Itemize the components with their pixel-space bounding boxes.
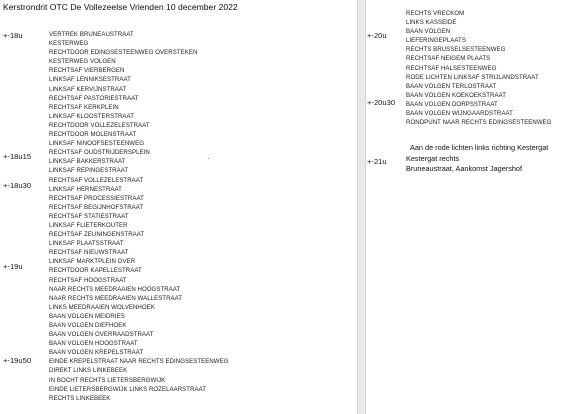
time-label: +-18u30 <box>3 181 32 190</box>
note-line: Bruneaustraat, Aankomst Jagershof <box>406 164 523 173</box>
direction-line: BAAN VOLGEN DORPSSTRAAT <box>406 100 498 108</box>
arrival-notes <box>406 143 548 175</box>
note-line: Kestergat rechts <box>406 153 460 163</box>
direction-line: RONDPUNT NAAR RECHTS EDINGSESTEENWEG <box>406 119 552 127</box>
direction-line: BAAN VOLGEN KREPELSTRAAT <box>49 349 144 357</box>
direction-line: LINKSAF NINOOFSESTEENWEG <box>49 140 144 148</box>
document-title: Kerstrondrit OTC De Vollezeelse Vrienden 10 december 2022 <box>3 2 238 12</box>
direction-line: BAAN VOLGEN WIJNGAARDSTRAAT <box>406 110 513 118</box>
direction-line: LINKS KASSEIDE <box>406 19 457 27</box>
direction-line: BAAN VOLGEN TERLOSTRAAT <box>406 82 497 90</box>
direction-line: BAAN VOLGEN OVERRAADSTRAAT <box>49 331 154 339</box>
direction-line: BAAN VOLGEN DIEFHOEK <box>49 322 127 329</box>
direction-line: LIEFERINGEPLAATS <box>406 37 466 45</box>
direction-line: RECHTDOOR EDINGSESTEENWEG OVERSTEKEN <box>49 49 198 57</box>
direction-line: IN BOCHT RECHTS LIETERSBERGWIJK <box>49 376 166 384</box>
time-label: +-18u <box>3 31 23 40</box>
direction-line: RODE LICHTEN LINKSAF STRIJLANDSTRAAT <box>406 73 539 81</box>
direction-line: BAAN VOLGEN KOEKOEKSTRAAT <box>406 91 507 99</box>
direction-line: VERTREK BRUNEAUSTRAAT <box>49 31 134 38</box>
direction-line: LINKSAF FLIETERKOUTER <box>49 221 128 229</box>
right-column <box>364 0 568 414</box>
direction-line: NAAR RECHTS MEEDRAAIEN HOOGSTRAAT <box>49 285 181 293</box>
direction-line: RECHTSAF NIEUWSTRAAT <box>49 249 129 257</box>
direction-line: RECHTSAF HALSESTEENWEG <box>406 64 497 72</box>
direction-line: DIREKT LINKS LINKEBEEK <box>49 367 128 375</box>
direction-line: RECHTDOOR KAPELLESTRAAT <box>49 267 142 275</box>
route-directions-list <box>49 30 229 403</box>
direction-line: NAAR RECHTS MEEDRAAIEN WALLESTRAAT <box>49 294 183 302</box>
direction-line: LINKSAF BAKKERSTRAAT <box>49 158 126 166</box>
direction-line: LINKS MEEDRAAIEN WOLVENHOEK <box>49 303 155 311</box>
direction-line: RECHTSAF KERKPLEIN <box>49 103 119 111</box>
direction-line: RECHTS LINKEBEEK <box>49 394 111 402</box>
direction-line: RECHTSAF VOLLEZELESTRAAT <box>49 176 144 184</box>
direction-line: RECHTSAF PROCESSIESTRAAT <box>49 194 144 202</box>
time-label: +-19u <box>3 262 23 271</box>
direction-line: BAAN VOLGEN <box>406 28 451 36</box>
direction-line: RECHTSAF BEGIJNHOFSTRAAT <box>49 203 144 211</box>
direction-line: EINDE KREPELSTRAAT NAAR RECHTS EDINGSESTEENWEG <box>49 358 229 366</box>
direction-line: RECHTSAF VIERBERGEN <box>49 67 125 75</box>
direction-line: BAAN VOLGEN MEIDRIES <box>49 312 125 320</box>
direction-line: RECHTS BRUSSELSESTEENWEG <box>406 46 506 54</box>
note-line: Aan de rode lichten links richting Kestergat <box>410 143 549 152</box>
direction-line: RECHTSAF ZEUNINGENSTRAAT <box>49 231 145 239</box>
direction-line: LINKSAF MARKTPLEIN OVER <box>49 258 136 266</box>
direction-line: RECHTDOOR VOLLEZELESTRAAT <box>49 121 150 129</box>
time-label: +-21u <box>367 157 387 166</box>
direction-line: KESTERWEG VOLGEN <box>49 58 116 66</box>
direction-line: RECHTSAF NEIGEM PLAATS <box>406 55 491 63</box>
direction-line: RECHTS VRECKOM <box>406 10 465 17</box>
direction-line: LINKSAF PLAATSSTRAAT <box>49 240 124 248</box>
direction-line: LINKSAF KLOOSTERSTRAAT <box>49 112 134 120</box>
direction-line: LINKSAF KERVIJNSTRAAT <box>49 85 127 93</box>
time-label: +-19u50 <box>3 356 32 365</box>
direction-line: RECHTSAF STATIESTRAAT <box>49 212 129 220</box>
direction-line: RECHTSAF HOOGSTRAAT <box>49 276 127 284</box>
direction-line: BAAN VOLGEN HOOGSTRAAT <box>49 340 138 348</box>
time-label: +-18u15 <box>3 152 32 161</box>
direction-line: LINKSAF REPINGESTRAAT <box>49 167 129 175</box>
direction-line: RECHTSAF PASTORIESTRAAT <box>49 94 139 102</box>
direction-line: LINKSAF HERNESTRAAT <box>49 185 122 193</box>
stray-dot <box>208 158 209 159</box>
route-directions-list <box>406 9 552 127</box>
direction-line: LINKSAF LENNIKSESTRAAT <box>49 76 131 84</box>
time-label: +-20u <box>367 31 387 40</box>
time-label: +-20u30 <box>367 98 396 107</box>
direction-line: RECHTDOOR MOLENSTRAAT <box>49 131 137 139</box>
direction-line: RECHTSAF OUDSTRIJDERSPLEIN <box>49 149 150 157</box>
direction-line: EINDE LIETERSBERGWIJK LINKS ROZELAARSTRAAT <box>49 385 207 393</box>
direction-line: KESTERWEG <box>49 40 89 48</box>
